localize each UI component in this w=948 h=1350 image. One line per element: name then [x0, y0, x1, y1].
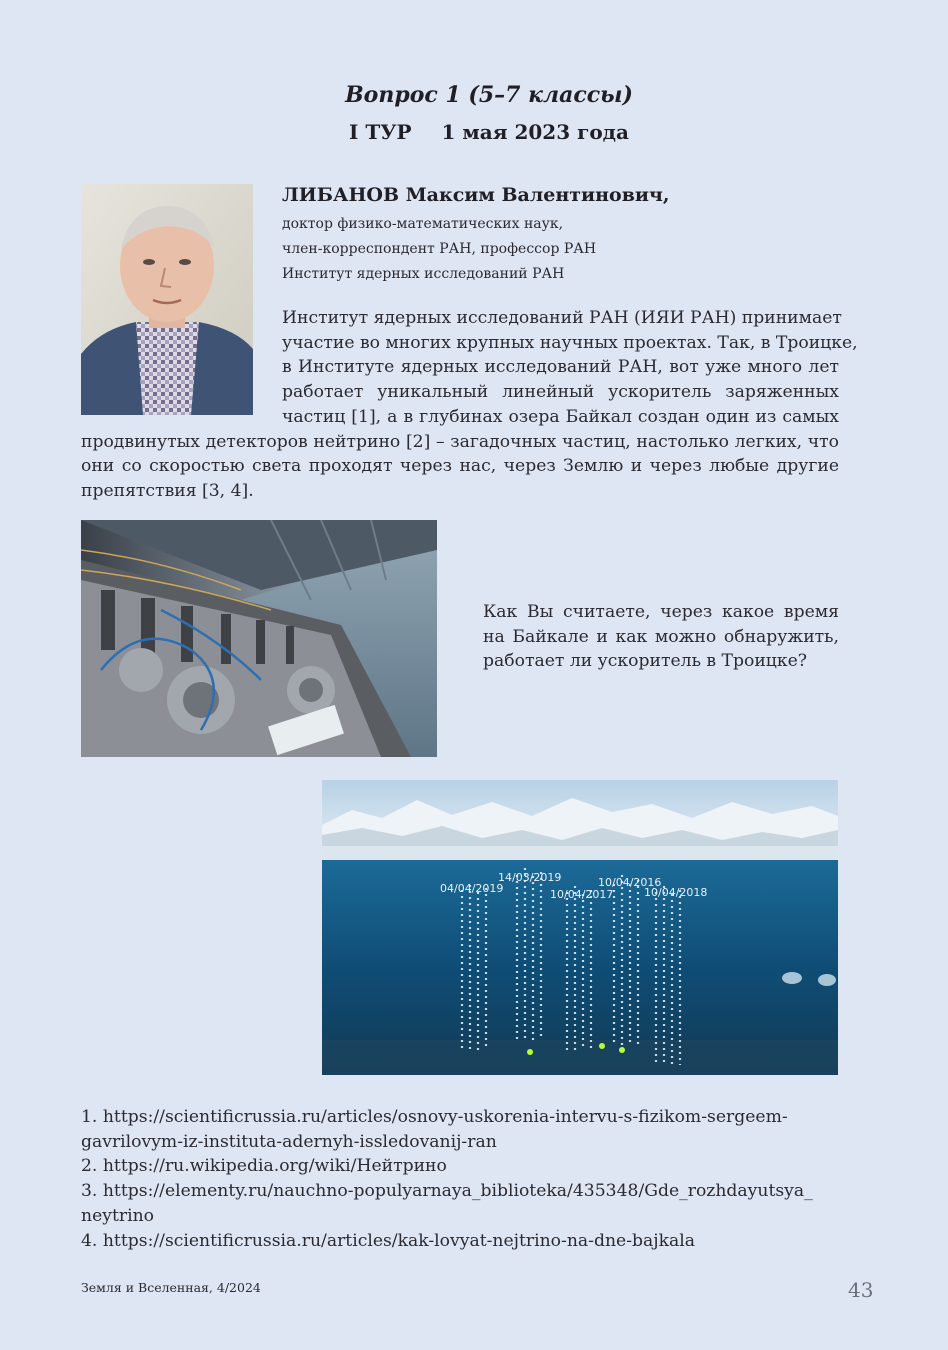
detector-label: 14/03/2019: [498, 871, 562, 884]
tour-label: I ТУР: [349, 120, 412, 144]
author-credentials: [282, 212, 596, 287]
journal-footer: Земля и Вселенная, 4/2024: [81, 1280, 261, 1295]
intro-paragraph: [81, 306, 858, 504]
references-list: [81, 1105, 851, 1253]
intro-line: продвинутых детекторов нейтрино [2] – загадочных частиц, настолько легких, что: [81, 431, 839, 452]
detector-label: 10/04/2018: [644, 886, 708, 899]
reference-item: 4. https://scientificrussia.ru/articles/kak-lovyat-nejtrino-na-dne-bajkala: [81, 1230, 695, 1251]
tour-date-line: [0, 120, 948, 144]
reference-item: 3. https://elementy.ru/nauchno-populyarnaya_biblioteka/435348/Gde_rozhdayutsya_: [81, 1181, 813, 1202]
detector-label: 04/04/2019: [440, 882, 504, 895]
question-line: работает ли ускоритель в Троицке?: [483, 651, 807, 672]
intro-line: Институт ядерных исследований РАН (ИЯИ РАН) принимает: [282, 308, 842, 328]
detector-label: 10/04/2017: [550, 888, 614, 901]
intro-line: препятствия [3, 4].: [81, 480, 254, 501]
intro-line: работает уникальный линейный ускоритель заряженных: [282, 382, 839, 403]
intro-line: участие во многих крупных научных проектах. Так, в Троицке,: [282, 332, 858, 353]
question-line: Как Вы считаете, через какое время: [483, 602, 839, 622]
baikal-detector-image: [322, 780, 838, 1075]
author-position: член-корреспондент РАН, профессор РАН: [282, 241, 597, 257]
question-line: на Байкале и как можно обнаружить,: [483, 626, 839, 647]
question-text: [483, 600, 839, 674]
detector-label: 10/04/2016: [598, 876, 662, 889]
reference-item: 1. https://scientificrussia.ru/articles/osnovy-uskorenia-intervu-s-fizikom-sergeem-: [81, 1107, 788, 1127]
reference-item: neytrino: [81, 1205, 154, 1226]
intro-line: они со скоростью света проходят через нас, через Землю и через любые другие: [81, 456, 839, 477]
reference-item: 2. https://ru.wikipedia.org/wiki/Нейтрино: [81, 1156, 447, 1177]
author-name: ЛИБАНОВ Максим Валентинович,: [282, 184, 670, 206]
page-number: 43: [848, 1278, 874, 1302]
reference-item: gavrilovym-iz-instituta-adernyh-issledovanij-ran: [81, 1131, 497, 1152]
intro-line: частиц [1], а в глубинах озера Байкал создан один из самых: [282, 406, 839, 427]
author-degree: доктор физико-математических наук,: [282, 216, 564, 232]
tour-date: 1 мая 2023 года: [441, 120, 629, 144]
accelerator-photo: [81, 520, 437, 757]
author-institute: Институт ядерных исследований РАН: [282, 266, 565, 282]
intro-line: в Институте ядерных исследований РАН, вот уже много лет: [282, 357, 839, 378]
question-title: Вопрос 1 (5–7 классы): [345, 82, 633, 108]
